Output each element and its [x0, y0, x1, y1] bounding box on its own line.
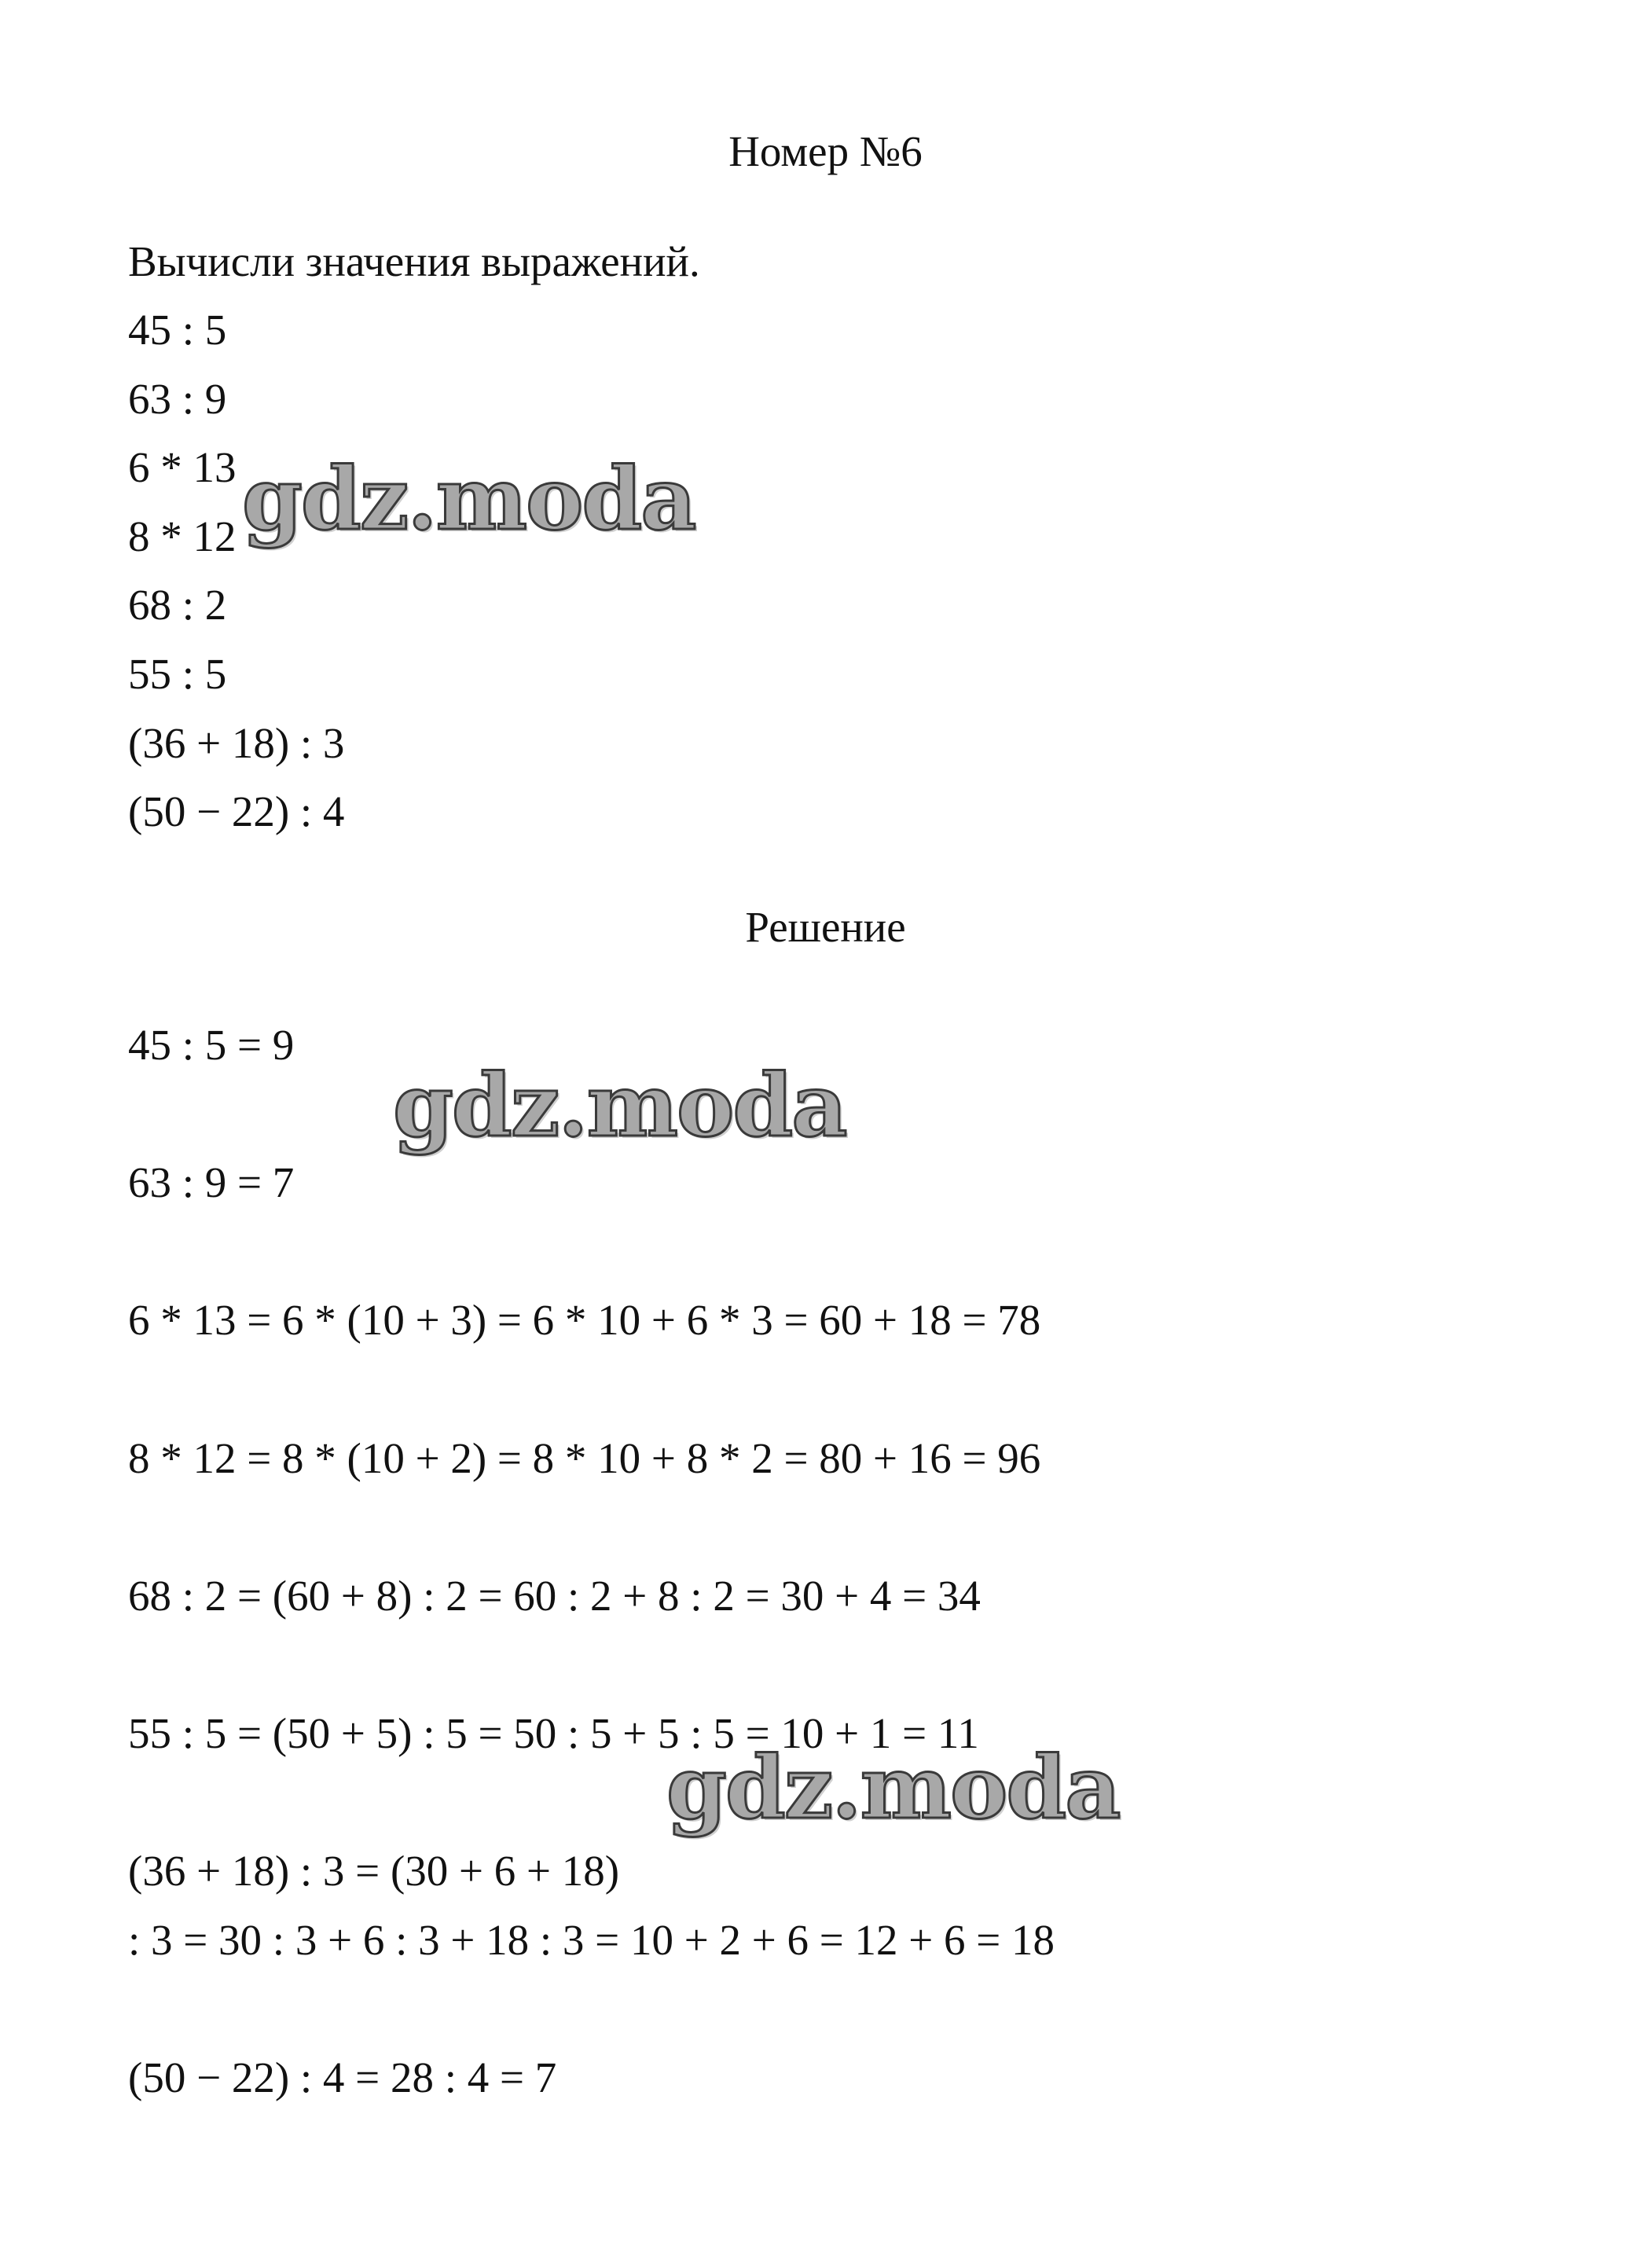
task-expression: (50 − 22) : 4	[128, 787, 345, 835]
page-title: Номер №6	[728, 127, 923, 175]
solution-line: (50 − 22) : 4 = 28 : 4 = 7	[128, 2053, 557, 2101]
solution-line: 6 * 13 = 6 * (10 + 3) = 6 * 10 + 6 * 3 = 60 + 18 = 78	[128, 1296, 1041, 1344]
task-expression: 45 : 5	[128, 306, 227, 354]
solution-line: 68 : 2 = (60 + 8) : 2 = 60 : 2 + 8 : 2 = 30 + 4 = 34	[128, 1572, 981, 1620]
solution-line: 8 * 12 = 8 * (10 + 2) = 8 * 10 + 8 * 2 = 80 + 16 = 96	[128, 1434, 1041, 1482]
task-expression: (36 + 18) : 3	[128, 719, 345, 767]
task-expression: 68 : 2	[128, 581, 227, 629]
solution-line: (36 + 18) : 3 = (30 + 6 + 18)	[128, 1847, 620, 1895]
solution-line: : 3 = 30 : 3 + 6 : 3 + 18 : 3 = 10 + 2 + 6 = 12 + 6 = 18	[128, 1916, 1055, 1964]
solution-line: 55 : 5 = (50 + 5) : 5 = 50 : 5 + 5 : 5 = 10 + 1 = 11	[128, 1709, 979, 1757]
task-prompt: Вычисли значения выражений.	[128, 237, 700, 285]
solution-line: 63 : 9 = 7	[128, 1158, 295, 1206]
task-expression: 55 : 5	[128, 650, 227, 698]
solution-line: 45 : 5 = 9	[128, 1021, 295, 1069]
watermark-logo: gdz.moda	[393, 1055, 846, 1156]
watermark-logo: gdz.moda	[666, 1737, 1120, 1838]
task-expression: 6 * 13	[128, 443, 237, 491]
watermark-logo: gdz.moda	[242, 448, 695, 549]
task-expression: 8 * 12	[128, 512, 237, 560]
solution-heading: Решение	[745, 903, 906, 951]
task-expression: 63 : 9	[128, 375, 227, 423]
